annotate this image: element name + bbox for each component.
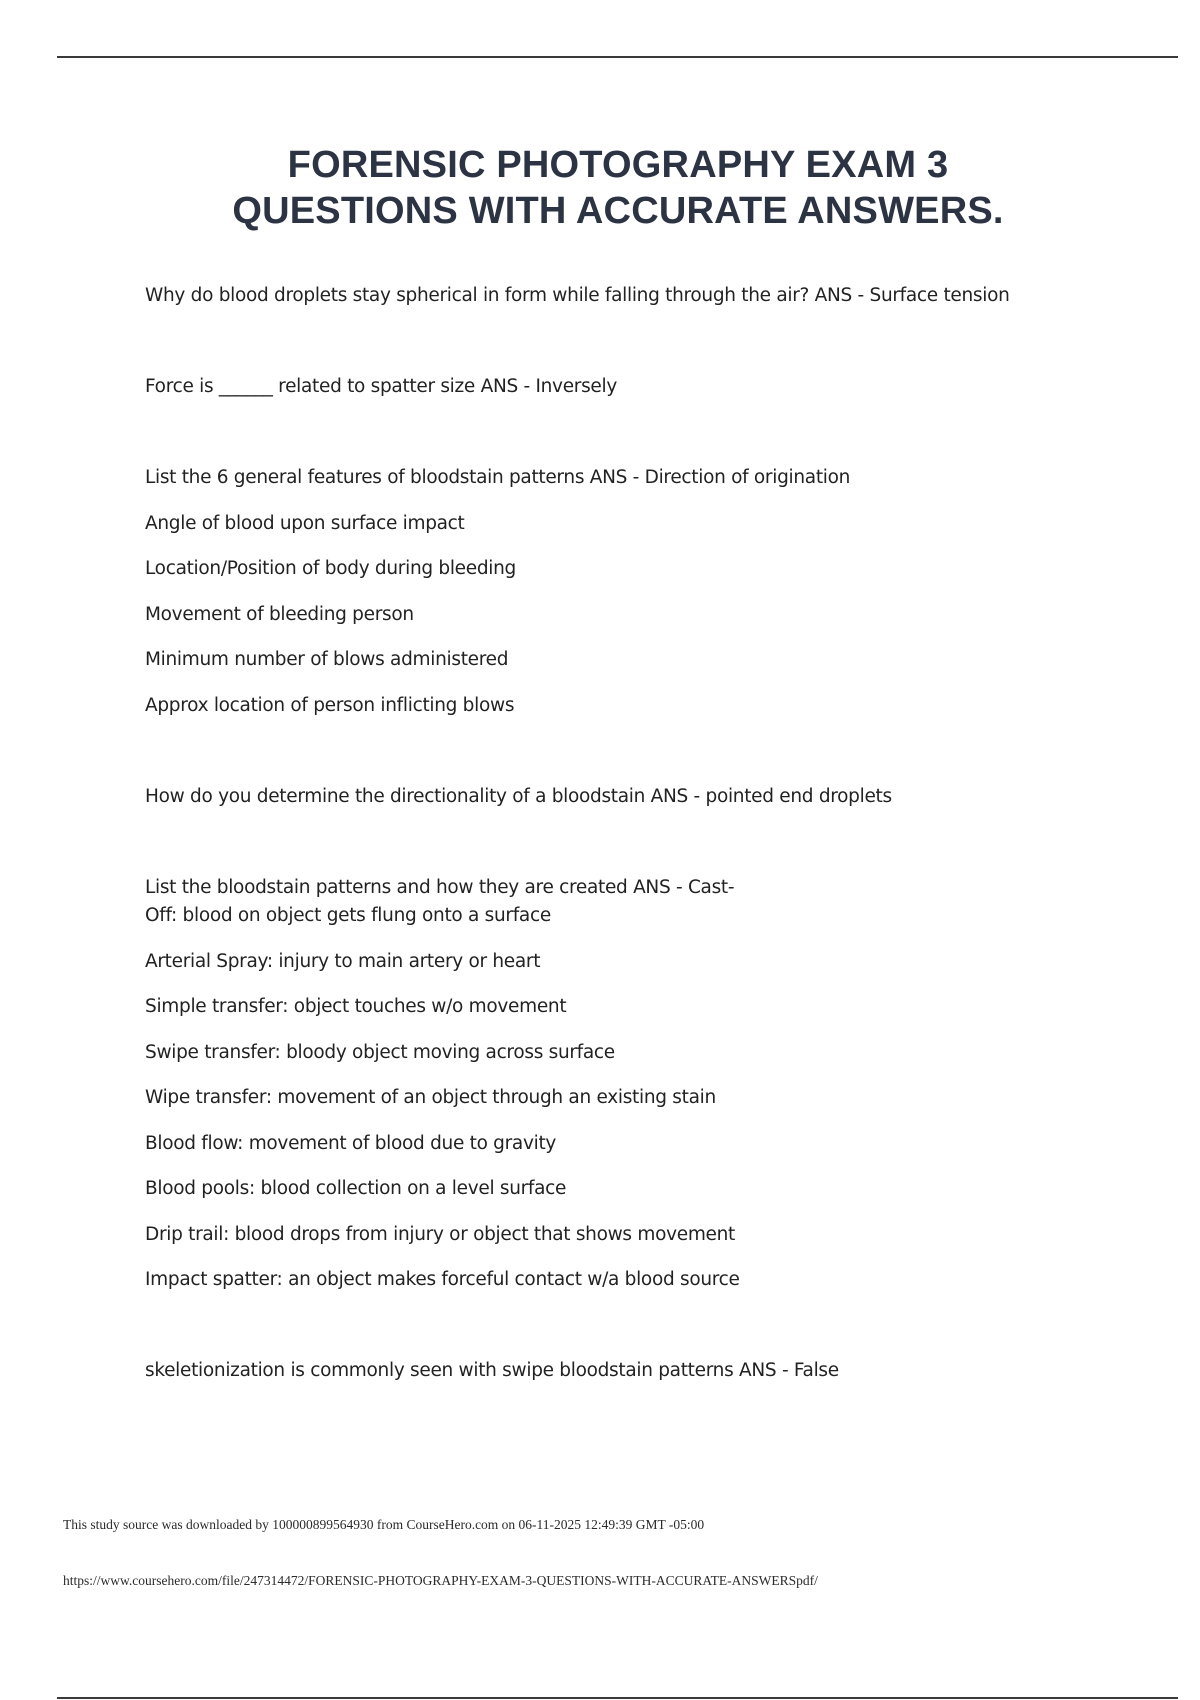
question-5-answer-item: Swipe transfer: bloody object moving across surface <box>145 1042 615 1063</box>
question-5-answer-item: Wipe transfer: movement of an object through an existing stain <box>145 1087 716 1108</box>
title-line-1: FORENSIC PHOTOGRAPHY EXAM 3 <box>287 144 949 186</box>
question-5-answer-item: Blood flow: movement of blood due to gravity <box>145 1133 557 1154</box>
question-3-answer-item: Movement of bleeding person <box>145 604 414 625</box>
source-url-link[interactable]: https://www.coursehero.com/file/247314472/FORENSIC-PHOTOGRAPHY-EXAM-3-QUESTIONS-WITH-ACCURATE-ANSWERSpdf/ <box>63 1573 818 1588</box>
document-title <box>0 142 1200 234</box>
question-3-answer-item: Angle of blood upon surface impact <box>145 513 465 534</box>
top-divider <box>57 56 1178 58</box>
question-5-answer-item: Impact spatter: an object makes forceful contact w/a blood source <box>145 1269 740 1290</box>
bottom-divider <box>57 1697 1178 1699</box>
question-5-answer-item: Blood pools: blood collection on a level surface <box>145 1178 567 1199</box>
question-5-answer-item: Drip trail: blood drops from injury or object that shows movement <box>145 1224 735 1245</box>
question-5-line-1: List the bloodstain patterns and how they are created ANS - Cast- <box>145 877 735 898</box>
question-5-answer-item: Simple transfer: object touches w/o movement <box>145 996 567 1017</box>
download-notice: This study source was downloaded by 100000899564930 from CourseHero.com on 06-11-2025 12:49:39 GMT -05:00 <box>63 1517 705 1532</box>
question-5-line-2: Off: blood on object gets flung onto a surface <box>145 905 551 926</box>
question-3-answer-item: Minimum number of blows administered <box>145 649 509 670</box>
question-3-answer-item: Approx location of person inflicting blows <box>145 695 515 716</box>
title-line-2: QUESTIONS WITH ACCURATE ANSWERS. <box>232 190 1004 232</box>
question-3-answer-item: Location/Position of body during bleeding <box>145 558 516 579</box>
question-1: Why do blood droplets stay spherical in form while falling through the air? ANS - Surface tension <box>145 285 1010 306</box>
question-5-answer-item: Arterial Spray: injury to main artery or heart <box>145 951 541 972</box>
question-4: How do you determine the directionality of a bloodstain ANS - pointed end droplets <box>145 786 892 807</box>
question-6: skeletionization is commonly seen with swipe bloodstain patterns ANS - False <box>145 1360 839 1381</box>
question-3: List the 6 general features of bloodstain patterns ANS - Direction of origination <box>145 467 851 488</box>
question-2: Force is ______ related to spatter size ANS - Inversely <box>145 376 617 397</box>
